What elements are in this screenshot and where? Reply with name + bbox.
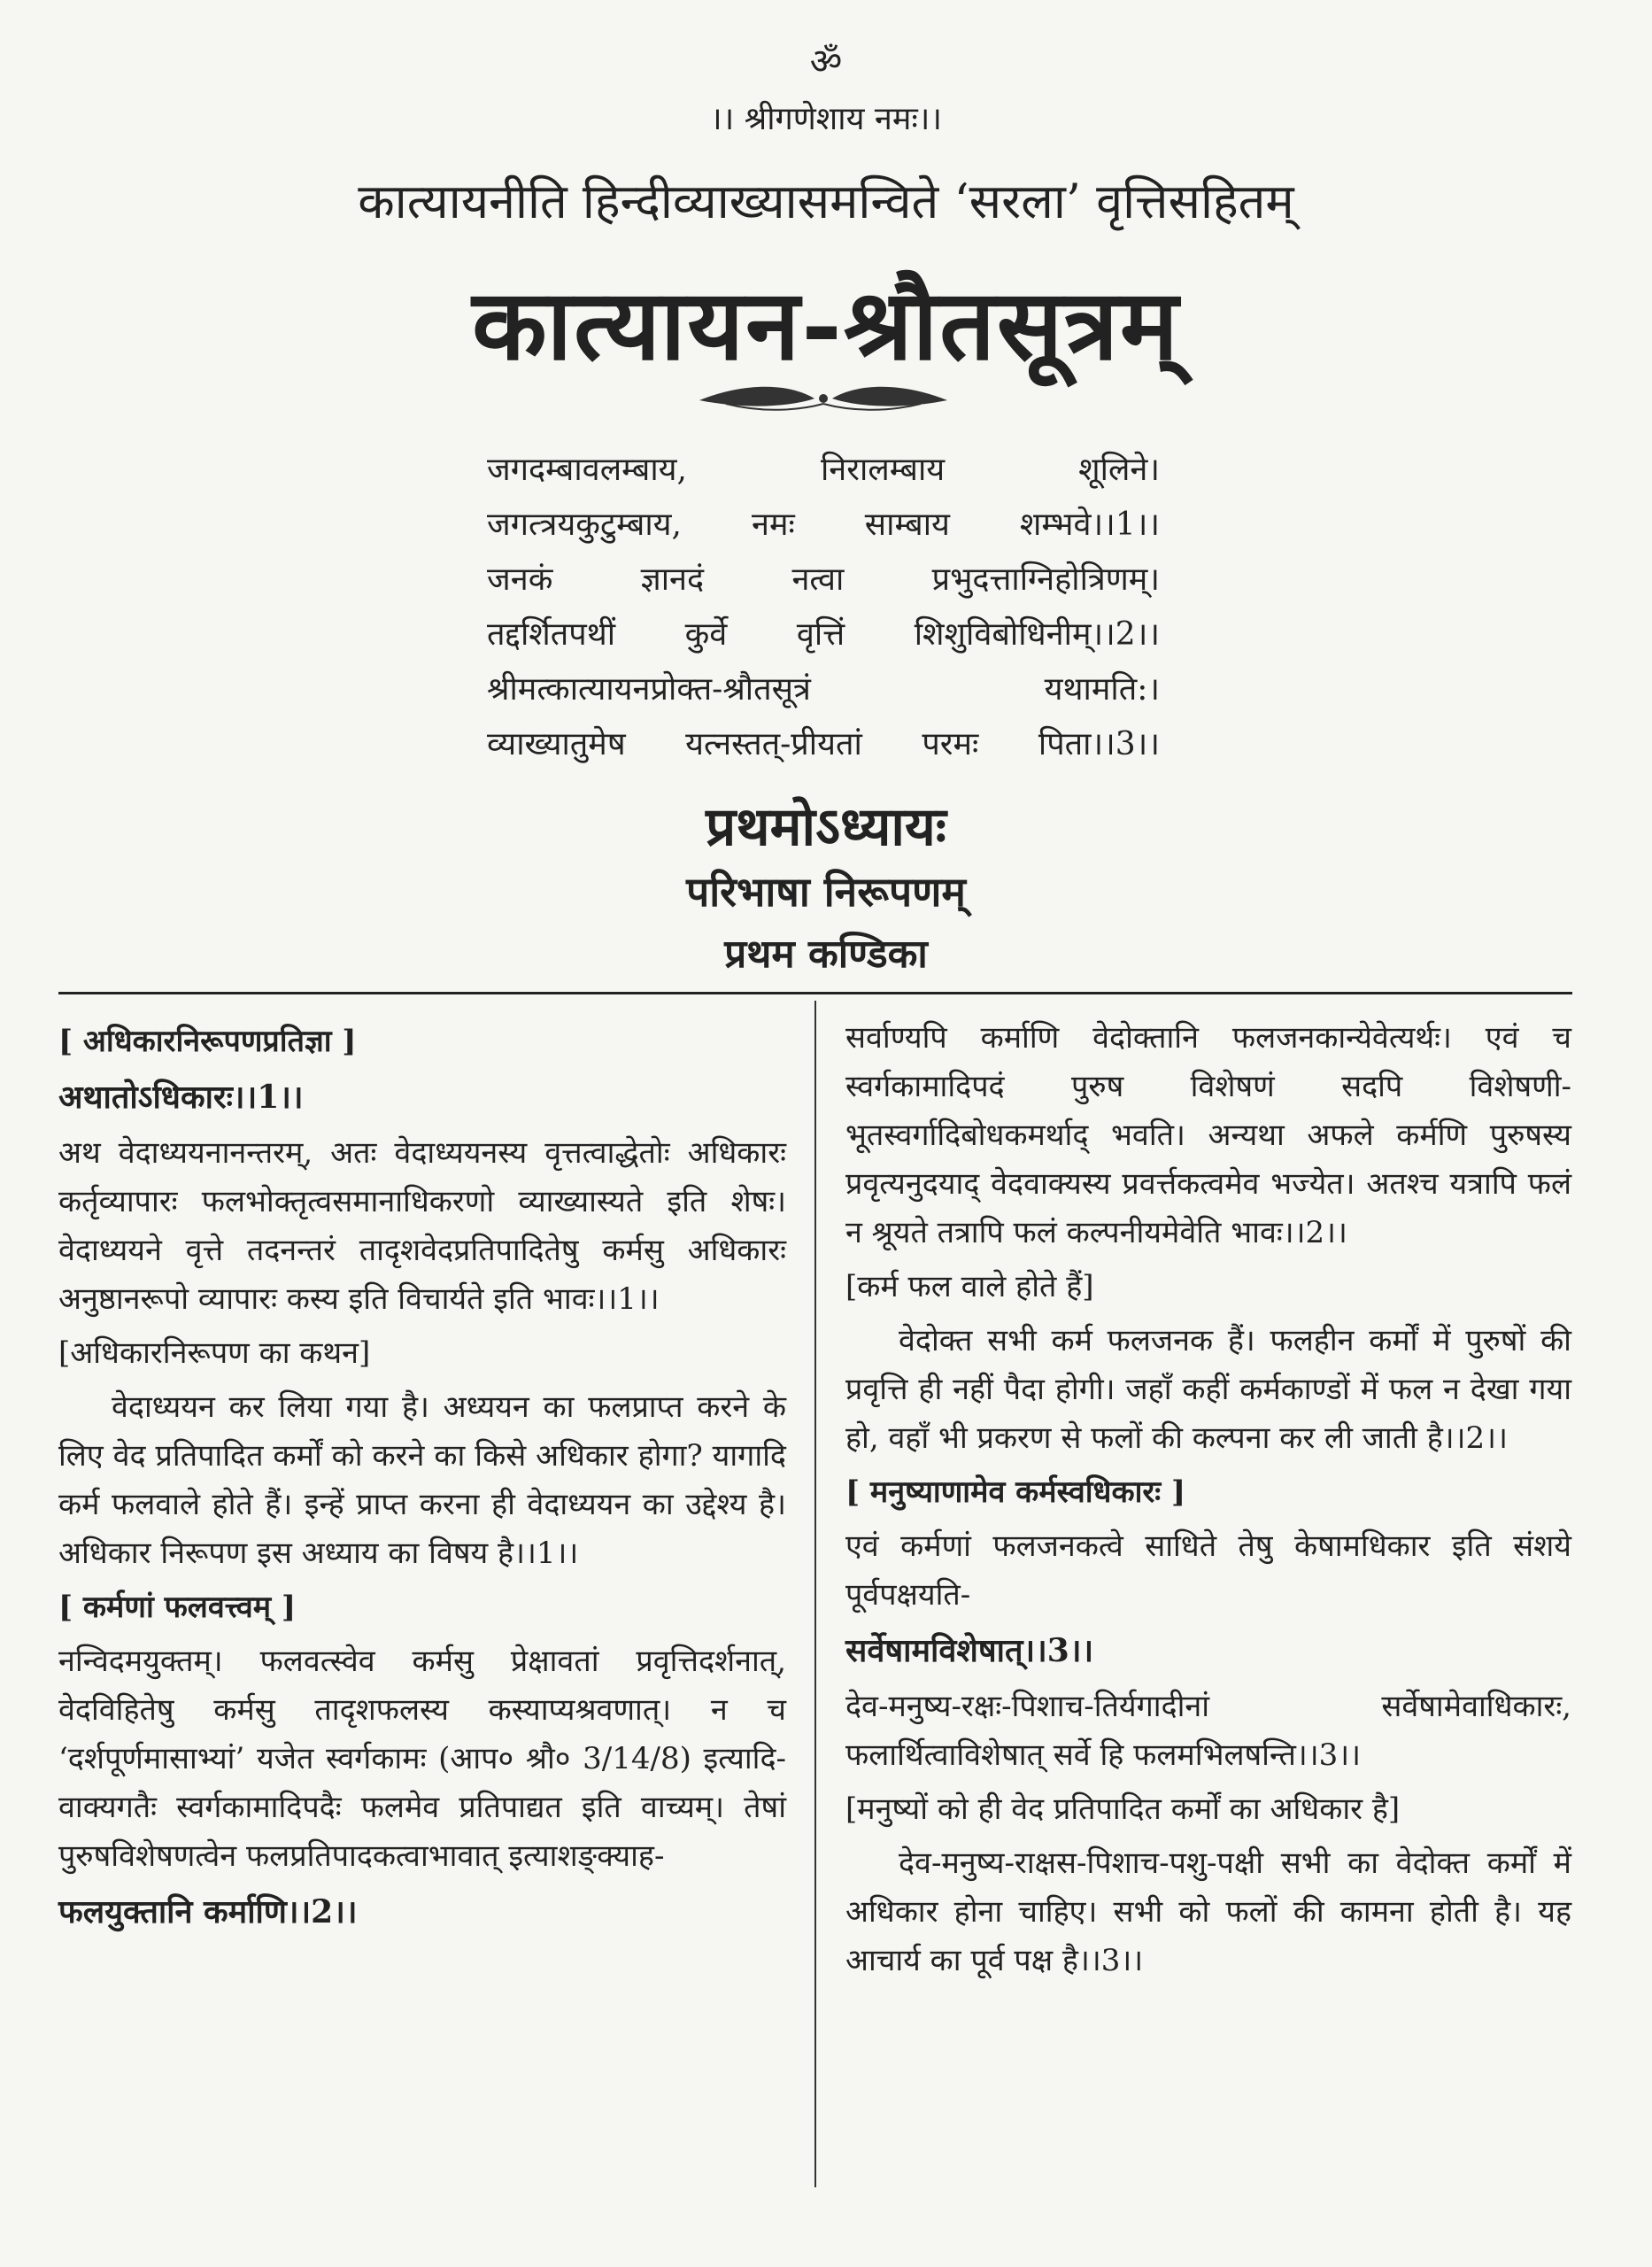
hindi-explanation: वेदाध्ययन कर लिया गया है। अध्ययन का फलप्राप्त करने के लिए वेद प्रतिपादित कर्मों को करने का किसे अधिकार होगा? यागादि कर्म फलवाले होते हैं। इन्हें प्राप्त करना ही वेदाध्ययन का उद्देश्य है। अधिकार निरूपण इस अध्याय का विषय है।।1।।: [58, 1389, 786, 1571]
hindi-heading: [कर्म फल वाले होते हैं]: [845, 1269, 1094, 1304]
column-divider: [814, 1001, 816, 2187]
ornament-divider-icon: [691, 381, 956, 416]
hindi-explanation: देव-मनुष्य-राक्षस-पिशाच-पशु-पक्षी सभी का वेदोक्त कर्मों में अधिकार होना चाहिए। सभी को फलों की कामना होती है। यह आचार्य का पूर्व पक्ष है।।3।।: [845, 1845, 1571, 1978]
verse-line: श्रीमत्कात्यायनप्रोक्त-श्रौतसूत्रं यथामति:।: [487, 671, 1160, 708]
topic-heading: [ अधिकारनिरूपणप्रतिज्ञा ]: [58, 1024, 357, 1059]
verse-line: तद्दर्शितपथीं कुर्वे वृत्तिं शिशुविबोधिनीम्।।2।।: [487, 616, 1160, 653]
hindi-heading: [मनुष्यों को ही वेद प्रतिपादित कर्मों का अधिकार है]: [845, 1791, 1401, 1827]
kandika-title: प्रथम कण्डिका: [724, 932, 928, 977]
verse-line: जनकं ज्ञानदं नत्वा प्रभुदत्ताग्निहोत्रिणम्।: [487, 561, 1160, 598]
book-subtitle: कात्यायनीति हिन्दीव्याख्यासमन्विते ‘सरला’ वृत्तिसहितम्: [358, 174, 1294, 229]
hindi-heading: [अधिकारनिरूपण का कथन]: [58, 1335, 371, 1371]
book-title: कात्यायन-श्रौतसूत्रम्: [472, 267, 1180, 382]
verse-line: जगत्त्रयकुटुम्बाय, नमः साम्बाय शम्भवे।।1।।: [487, 507, 1160, 543]
invocation-line: ।। श्रीगणेशाय नमः।।: [709, 101, 943, 137]
left-column: [58, 1014, 786, 1944]
sutra-text: अथातोऽधिकारः।।1।।: [58, 1079, 304, 1116]
verse-line: जगदम्बावलम्बाय, निरालम्बाय शूलिने।: [487, 452, 1160, 488]
om-symbol: ॐ: [809, 42, 843, 82]
sutra-text: फलयुक्तानि कर्माणि।।2।।: [58, 1893, 358, 1930]
sanskrit-commentary: देव-मनुष्य-रक्षः-पिशाच-तिर्यगादीनां सर्वेषामेवाधिकारः, फलार्थित्वाविशेषात् सर्वे हि फलमभिलषन्ति।।3।।: [845, 1689, 1571, 1773]
chapter-title: प्रथमोऽध्यायः: [706, 796, 946, 858]
sanskrit-commentary: सर्वाण्यपि कर्माणि वेदोक्तानि फलजनकान्येवेत्यर्थः। एवं च स्वर्गकामादिपदं पुरुष विशेषणं सदपि विशेषणी-भूतस्वर्गादिबोधकमर्थाद् भवति। अन्यथा अफले कर्मणि पुरुषस्य प्रवृत्यनुदयाद् वेदवाक्यस्य प्रवर्त्तकत्वमेव भज्येत। अतश्च यत्रापि फलं न श्रूयते तत्रापि फलं कल्पनीयमेवेति भावः।।2।।: [845, 1020, 1571, 1250]
sanskrit-commentary: अथ वेदाध्ययनानन्तरम्, अतः वेदाध्ययनस्य वृत्तत्वाद्धेतोः अधिकारः कर्तृव्यापारः फलभोक्तृत्वसमानाधिकरणो व्याख्यास्यते इति शेषः। वेदाध्ययने वृत्ते तदनन्तरं तादृशवेदप्रतिपादितेषु कर्मसु अधिकारः अनुष्ठानरूपो व्यापारः कस्य इति विचार्यते इति भावः।।1।।: [58, 1135, 786, 1317]
horizontal-divider: [58, 992, 1572, 994]
right-column: [845, 1014, 1571, 1991]
hindi-explanation: वेदोक्त सभी कर्म फलजनक हैं। फलहीन कर्मों में पुरुषों की प्रवृत्ति ही नहीं पैदा होगी। जहाँ कहीं कर्मकाण्डों में फल न देखा गया हो, वहाँ भी प्रकरण से फलों की कल्पना कर ली जाती है।।2।।: [845, 1323, 1571, 1456]
section-title: परिभाषा निरूपणम्: [686, 868, 966, 916]
topic-heading: [ मनुष्याणामेव कर्मस्वधिकारः ]: [845, 1474, 1186, 1510]
topic-heading: [ कर्मणां फलवत्त्वम् ]: [58, 1590, 297, 1625]
sanskrit-commentary: नन्विदमयुक्तम्। फलवत्स्वेव कर्मसु प्रेक्षावतां प्रवृत्तिदर्शनात्, वेदविहितेषु कर्मसु तादृशफलस्य कस्याप्यश्रवणात्। न च ‘दर्शपूर्णमासाभ्यां’ यजेत स्वर्गकामः (आप० श्रौ० 3/14/8) इत्यादि-वाक्यगतैः स्वर्गकामादिपदैः फलमेव प्रतिपाद्यत इति वाच्यम्। तेषां पुरुषविशेषणत्वेन फलप्रतिपादकत्वाभावात् इत्याशङ्क्याह-: [58, 1644, 786, 1874]
invocation-verses: [487, 443, 1160, 772]
verse-line: व्याख्यातुमेष यत्नस्तत्-प्रीयतां परमः पिता।।3।।: [487, 726, 1160, 762]
sutra-text: सर्वेषामविशेषात्।।3।।: [845, 1632, 1094, 1669]
sanskrit-commentary: एवं कर्मणां फलजनकत्वे साधिते तेषु केषामधिकार इति संशये पूर्वपक्षयति-: [845, 1528, 1571, 1613]
